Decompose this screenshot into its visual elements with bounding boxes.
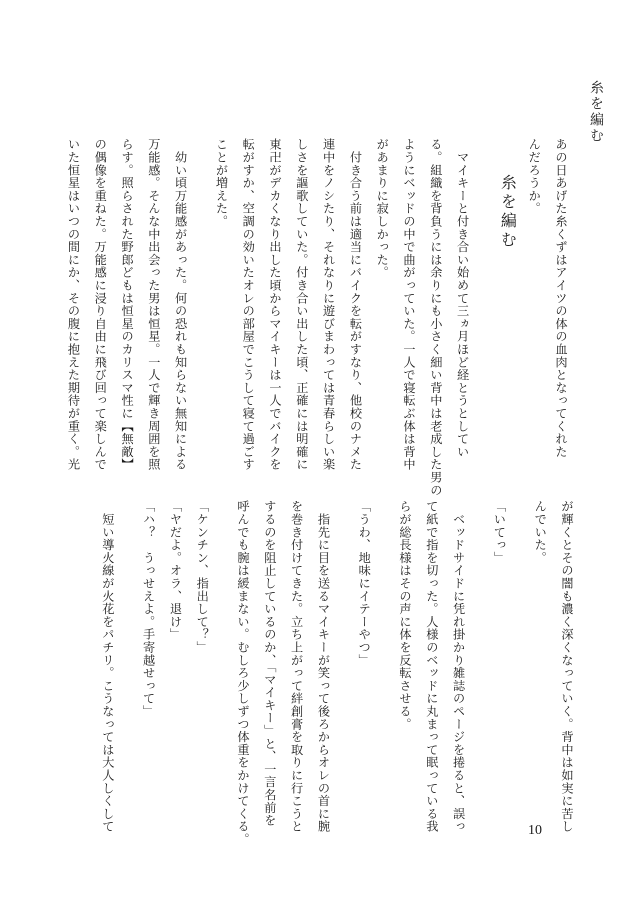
text-line: 呼んでも腕は緩まない。むしろ少しずつ体重をかけてくる。 — [236, 500, 251, 846]
text-line: 東卍がデカくなり出した頃からマイキーは一人でバイクを — [268, 138, 283, 471]
paragraph-gap — [215, 500, 229, 820]
paragraph-gap — [377, 500, 391, 820]
text-line: る。組織を背負うには余りにも小さく細い背中は老成した男の — [428, 138, 443, 497]
page-number: 10 — [528, 823, 542, 838]
paragraph-gap — [121, 500, 135, 820]
text-line: しさを謳歌していた。付き合い出した頃、正確には明確に — [294, 138, 309, 471]
chapter-title: 糸を編む — [498, 174, 518, 250]
text-line: 転がすか、空調の効いたオレの部屋でこうして寝て過ごす — [241, 138, 256, 471]
text-line: ことが増えた。 — [214, 138, 229, 228]
text-line: て紙で指を切った。人様のベッドに丸まって眠っている我 — [424, 500, 439, 833]
text-line: があまりに寂しかった。 — [375, 138, 390, 279]
running-header: 糸を編む — [588, 80, 604, 144]
text-line: マイキーと付き合い始めて三ヵ月ほど経とうとしてい — [455, 138, 470, 458]
dialogue-line: 「ヤだよ。オラ、退け」 — [168, 500, 183, 641]
paragraph-gap — [512, 500, 526, 820]
text-line: を巻き付けてきた。立ち上がって絆創膏を取りに行こうと — [289, 500, 304, 833]
text-line: するのを阻止しているのか、「マイキー」と、一言名前を — [262, 500, 277, 827]
paragraph-gap — [336, 500, 350, 820]
text-line: らが総長様はその声に体を反転させる。 — [398, 500, 413, 731]
text-line: の偶像を重ねた。万能感に浸り自由に飛び回って楽しんで — [93, 138, 108, 471]
dialogue-line: 「いてっ」 — [492, 500, 507, 564]
text-line: 幼い頃万能感があった。何の恐れも知らない無知による — [173, 138, 188, 471]
paragraph-gap — [194, 138, 208, 453]
text-line: いた恒星はいつの間にか、その腹に抱えた期待が重く。光 — [66, 138, 81, 471]
dialogue-line: 「うわ、地味にイテーやつ」 — [357, 500, 372, 667]
text-line: 指先に目を送るマイキーが笑って後ろからオレの首に腕 — [316, 500, 331, 833]
text-line: んだろうか。 — [527, 138, 542, 215]
text-line: んでいた。 — [533, 500, 548, 564]
text-line: あの日あげた糸くずはアイツの体の血肉となってくれた — [554, 138, 568, 458]
text-line: 万能感。そんな中出会った男は恒星。一人で輝き周囲を照 — [146, 138, 161, 471]
text-line: 付き合う前は適当にバイクを転がすなり、他校のナメた — [348, 138, 363, 471]
text-line: 短い導火線が火花をパチリ。こうなっては大人しくして — [100, 500, 115, 833]
upper-text-block — [60, 138, 574, 497]
text-line: ベッドサイドに凭れ掛かり雑誌のページを捲ると、誤っ — [451, 500, 466, 833]
text-line: ようにベッドの中で曲がっていた。一人で寝転ぶ体は背中 — [402, 138, 417, 471]
text-line: が輝くとその闇も濃く深くなっていく。背中は如実に苦し — [560, 500, 574, 833]
dialogue-line: 「ハ？ うっせえよ。手寄越せって」 — [141, 500, 156, 718]
paragraph-gap — [472, 500, 486, 820]
dialogue-line: 「ケンチン、指出して？」 — [195, 500, 210, 654]
text-line: 連中をノシたり、それなりに遊びまわっては青春らしい楽 — [321, 138, 336, 471]
text-line: らす。照らされた野郎どもは恒星のカリスマ性に【無敵】 — [120, 138, 135, 471]
